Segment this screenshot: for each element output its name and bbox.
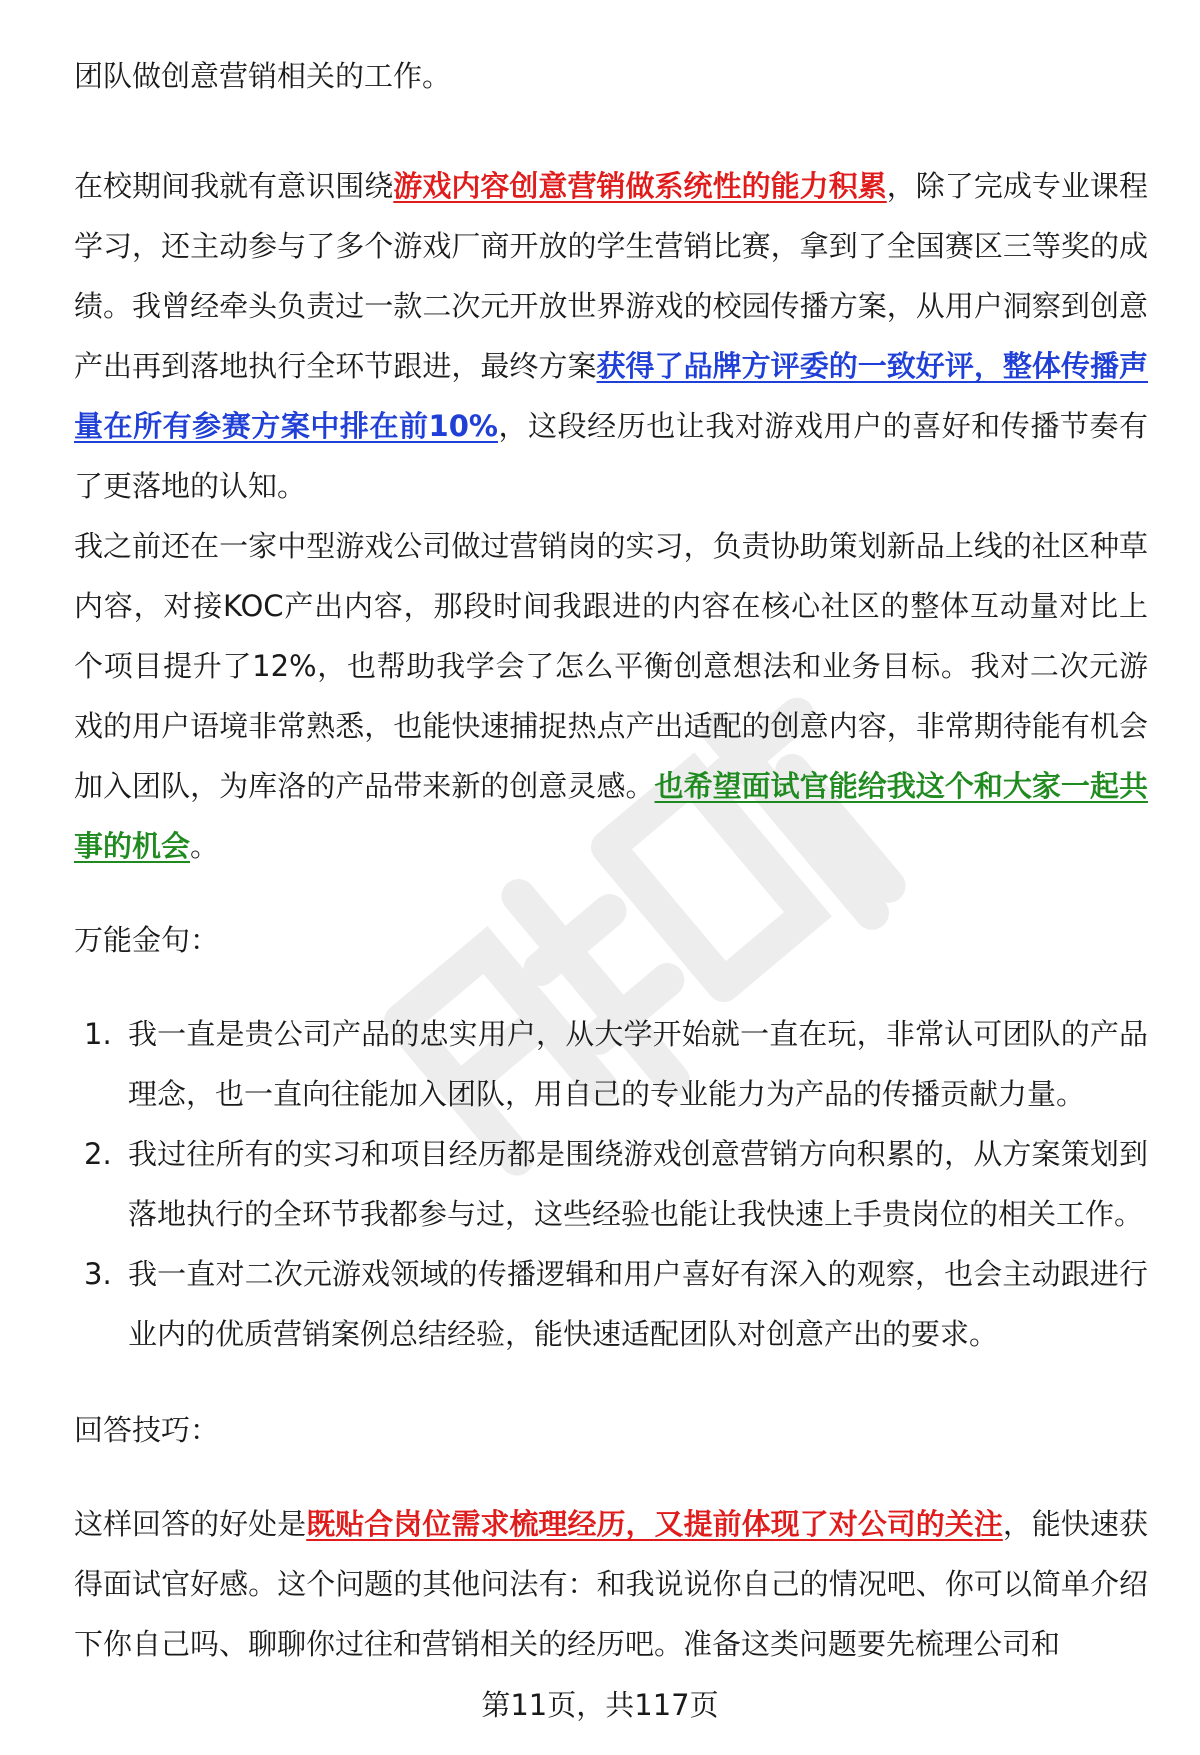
- paragraph-internship-experience: 我之前还在一家中型游戏公司做过营销岗的实习，负责协助策划新品上线的社区种草内容，对接KOC产出内容，那段时间我跟进的内容在核心社区的整体互动量对比上个项目提升了12%，也帮助我学会了怎么平衡创意想法和业务目标。我对二次元游戏的用户语境非常熟悉，也能快速捕捉热点产出适配的创意内容，非常期待能有机会加入团队，为库洛的产品带来新的创意灵感。也希望面试官能给我这个和大家一起共事的机会。: [74, 529, 1148, 863]
- list-item: 3. 我一直对二次元游戏领域的传播逻辑和用户喜好有深入的观察，也会主动跟进行业内的优质营销案例总结经验，能快速适配团队对创意产出的要求。: [84, 1257, 1148, 1351]
- document-page: [74, 0, 1148, 1674]
- highlight-campaign-result: 获得了品牌方评委的一致好评，整体传播声量在所有参赛方案中排在前10%: [74, 349, 1148, 443]
- highlight-answer-benefit: 既贴合岗位需求梳理经历，又提前体现了对公司的关注: [306, 1507, 1003, 1541]
- list-item: 1. 我一直是贵公司产品的忠实用户，从大学开始就一直在玩，非常认可团队的产品理念，也一直向往能加入团队，用自己的专业能力为产品的传播贡献力量。: [84, 1017, 1148, 1111]
- list-item: 2. 我过往所有的实习和项目经历都是围绕游戏创意营销方向积累的，从方案策划到落地执行的全环节我都参与过，这些经验也能让我快速上手贵岗位的相关工作。: [84, 1137, 1148, 1231]
- golden-sentences-list: [74, 1004, 1148, 1364]
- highlight-closing-wish: 也希望面试官能给我这个和大家一起共事的机会: [74, 769, 1148, 863]
- highlight-ability-accumulation: 游戏内容创意营销做系统性的能力积累: [393, 169, 887, 203]
- page-number-footer: 第11页，共117页: [481, 1688, 719, 1722]
- paragraph-campus-experience: 在校期间我就有意识围绕游戏内容创意营销做系统性的能力积累，除了完成专业课程学习，还主动参与了多个游戏厂商开放的学生营销比赛，拿到了全国赛区三等奖的成绩。我曾经牵头负责过一款二次元开放世界游戏的校园传播方案，从用户洞察到创意产出再到落地执行全环节跟进，最终方案获得了品牌方评委的一致好评，整体传播声量在所有参赛方案中排在前10%，这段经历也让我对游戏用户的喜好和传播节奏有了更落地的认知。: [74, 169, 1148, 503]
- paragraph-intro-end: 团队做创意营销相关的工作。: [74, 59, 452, 93]
- answer-tips-heading: 回答技巧：: [74, 1413, 220, 1447]
- golden-sentences-heading: 万能金句：: [74, 923, 220, 957]
- paragraph-answer-tips: 这样回答的好处是既贴合岗位需求梳理经历，又提前体现了对公司的关注，能快速获得面试官好感。这个问题的其他问法有：和我说说你自己的情况吧、你可以简单介绍下你自己吗、聊聊你过往和营销相关的经历吧。准备这类问题要先梳理公司和: [74, 1507, 1148, 1661]
